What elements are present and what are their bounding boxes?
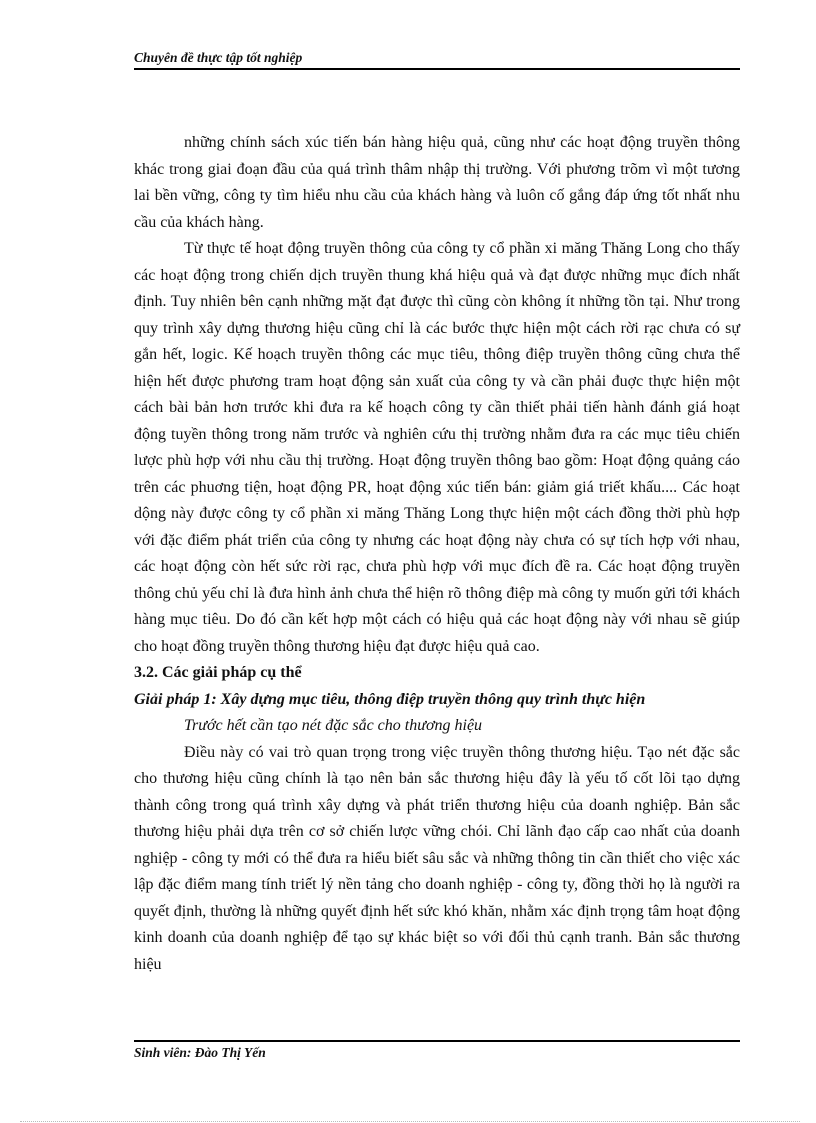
section-heading: 3.2. Các giải pháp cụ thể: [134, 664, 302, 681]
solution-heading: Giải pháp 1: Xây dựng mục tiêu, thông điệp truyền thông quy trình thực hiện: [134, 690, 646, 708]
running-header: Chuyên đề thực tập tốt nghiệp: [134, 50, 303, 65]
footer-divider: [134, 1040, 740, 1042]
header-divider: [134, 68, 740, 70]
paragraph-3: Điều này có vai trò quan trọng trong việc truyền thông thương hiệu. Tạo nét đặc sắc cho thương hiệu cũng chính là tạo nên bản sắc thương hiệu đây là yếu tố cốt lõi tạo dựng thành công trong quá trình xây dựng và phát triển thương hiệu của doanh nghiệp. Bản sắc thương hiệu phải dựa trên cơ sở chiến lược vững chói. Chỉ lãnh đạo cấp cao nhất của doanh nghiệp - công ty mới có thể đưa ra hiểu biết sâu sắc và những thông tin cần thiết cho việc xác lập đặc điểm mang tính triết lý nền tảng cho doanh nghiệp - công ty, đồng thời họ là người ra quyết định, thường là những quyết định hết sức khó khăn, nhằm xác định trọng tâm hoạt động kinh doanh của doanh nghiệp để tạo sự khác biệt so với đối thủ cạnh tranh. Bản sắc thương hiệu: [134, 743, 740, 973]
paragraph-2: Từ thực tế hoạt động truyền thông của công ty cổ phần xi măng Thăng Long cho thấy các hoạt động trong chiến dịch truyền thung khá hiệu quả và đạt được những mục đích nhất định. Tuy nhiên bên cạnh những mặt đạt được thì cũng còn không ít những tồn tại. Như trong quy trình xây dựng thương hiệu cũng chỉ là các bước thực hiện một cách rời rạc chưa có sự gắn hết, logic. Kế hoạch truyền thông các mục tiêu, thông điệp truyền thông cũng chưa thể hiện hết được phương tram hoạt động sản xuất của công ty và cần phải đuợc thực hiện một cách bài bản hơn trước khi đưa ra kế hoạch công ty cần thiết phải tiến hành đánh giá hoạt động tuyền thông trong năm trước và nghiên cứu thị trường nhằm đưa ra các mục tiêu chiến lược phù hợp với nhu cầu thị trường. Hoạt động truyền thông bao gồm: Hoạt động quảng cáo trên các phuơng tiện, hoạt động PR, hoạt động xúc tiến bán: giảm giá triết khấu.... Các hoạt dộng này được công ty cổ phần xi măng Thăng Long thực hiện một cách đồng thời phù hợp với đặc điểm phát triển của công ty nhưng các hoạt động này chưa có sự tích hợp với nhau, các hoạt động còn hết sức rời rạc, chưa phù hợp với mục đích đề ra. Các hoạt động truyền thông chủ yếu chỉ là đưa hình ảnh chưa thể hiện rõ thông điệp mà công ty muốn gửi tới khách hàng mục tiêu. Do đó cần kết hợp một cách có hiệu quả các hoạt động này với nhau sẽ giúp cho hoạt đồng truyền thông thương hiệu đạt được hiệu quả cao.: [134, 240, 740, 655]
page-bottom-edge: [20, 1121, 800, 1122]
paragraph-1: những chính sách xúc tiến bán hàng hiệu quả, cũng như các hoạt động truyền thông khác trong giai đoạn đầu của quá trình thâm nhập thị trường. Với phương trõm vì một tương lai bền vững, công ty tìm hiểu nhu cầu của khách hàng và luôn cố gắng đáp ứng tốt nhất nhu cầu của khách hàng.: [134, 134, 740, 231]
document-body: [134, 130, 740, 978]
running-footer: Sinh viên: Đào Thị Yến: [134, 1045, 266, 1060]
sub-heading: Trước hết cần tạo nét đặc sắc cho thương hiệu: [184, 717, 483, 734]
